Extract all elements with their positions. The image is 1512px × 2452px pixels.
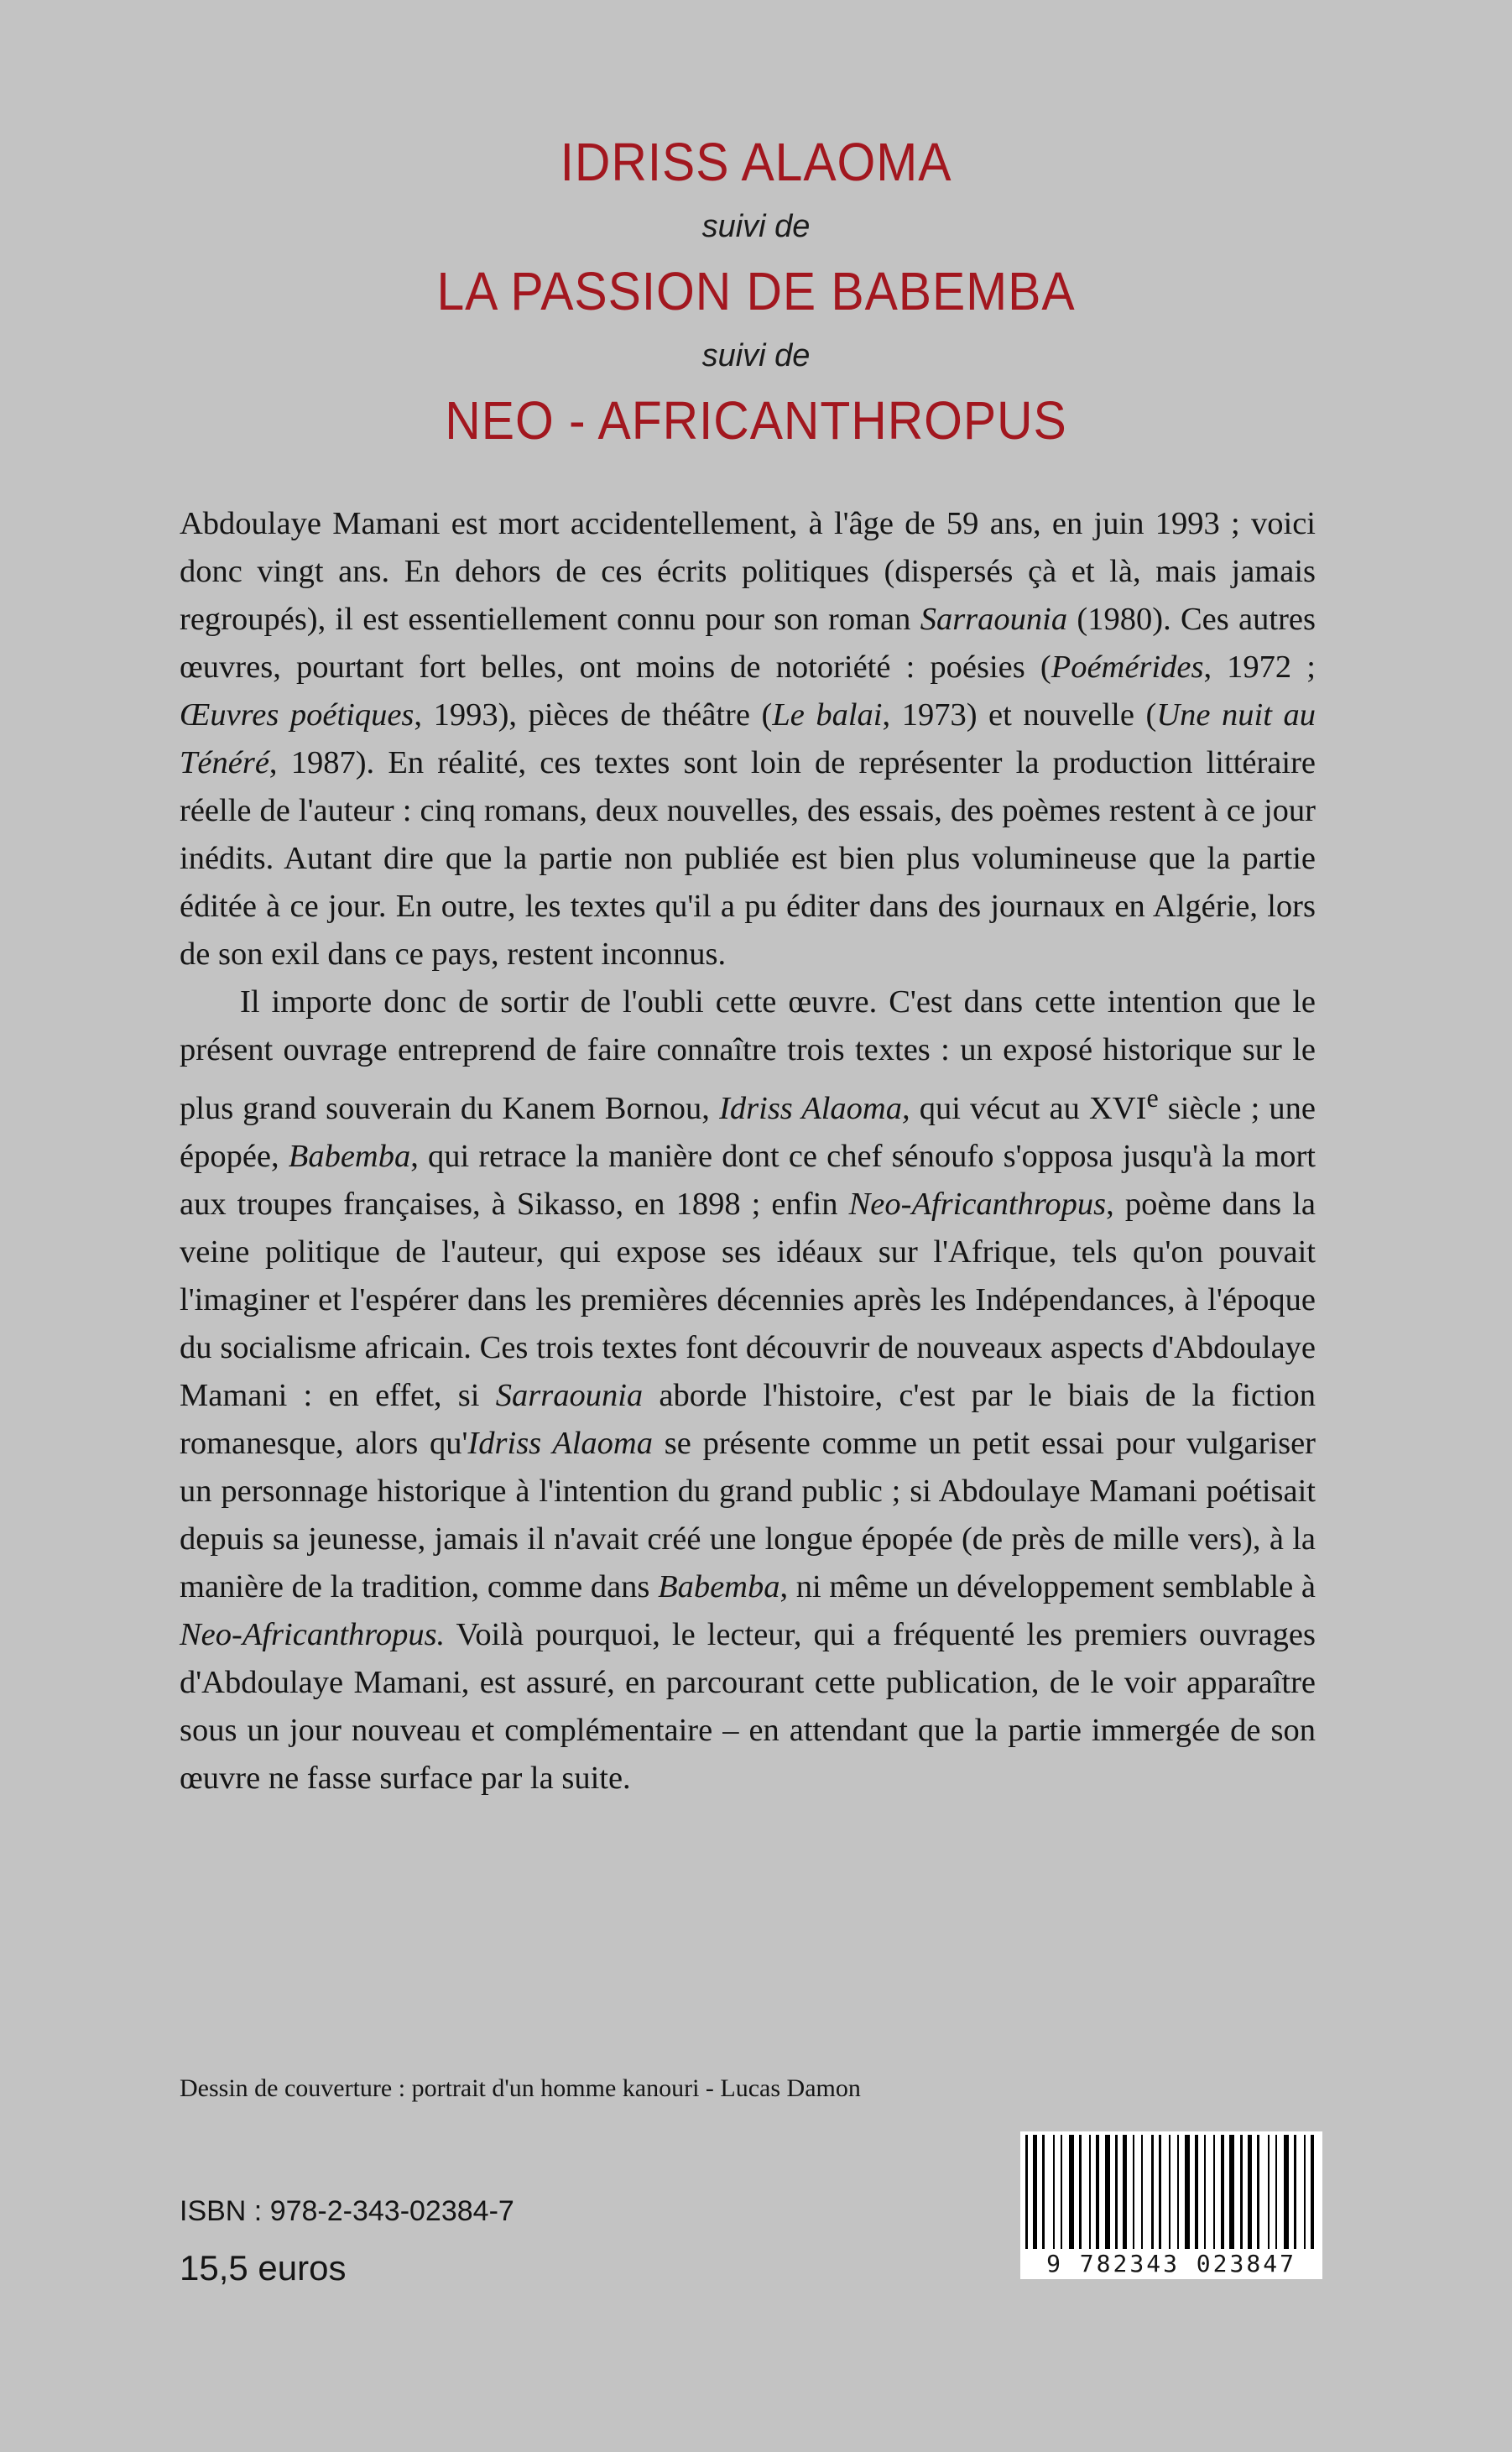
- isbn-label: ISBN : 978-2-343-02384-7: [180, 2195, 514, 2227]
- barcode-bar: [1053, 2135, 1055, 2249]
- title-block: [0, 126, 1512, 456]
- barcode-bar: [1268, 2135, 1270, 2249]
- barcode-bars-icon: [1020, 2131, 1322, 2252]
- barcode-bar: [1257, 2135, 1259, 2249]
- barcode-bar: [1195, 2135, 1198, 2249]
- barcode-bar: [1151, 2135, 1154, 2249]
- barcode-bar: [1025, 2135, 1028, 2249]
- barcode-bar: [1169, 2135, 1170, 2249]
- blurb-paragraph-1: Abdoulaye Mamani est mort accidentellement, à l'âge de 59 ans, en juin 1993 ; voici donc vingt ans. En dehors de ces écrits politiques (dispersés çà et là, mais jamais regroupés), il est essentiellement connu pour son roman Sarraounia (1980). Ces autres œuvres, pourtant fort belles, ont moins de notoriété : poésies (Poémérides, 1972 ; Œuvres poétiques, 1993), pièces de théâtre (Le balai, 1973) et nouvelle (Une nuit au Ténéré, 1987). En réalité, ces textes sont loin de représenter la production littéraire réelle de l'auteur : cinq romans, deux nouvelles, des essais, des poèmes restent à ce jour inédits. Autant dire que la partie non publiée est bien plus volumineuse que la partie éditée à ce jour. En outre, les textes qu'il a pu éditer dans des journaux en Algérie, lors de son exil dans ce pays, restent inconnus.: [180, 506, 1316, 972]
- cover-credit: Dessin de couverture : portrait d'un homme kanouri - Lucas Damon: [180, 2074, 861, 2102]
- barcode-bar: [1177, 2135, 1179, 2249]
- connector-suivi-de-2: suivi de: [701, 338, 811, 373]
- barcode-bar: [1033, 2135, 1037, 2249]
- barcode-bar: [1311, 2135, 1314, 2249]
- barcode-bar: [1229, 2135, 1234, 2249]
- title-idriss-alaoma: IDRISS ALAOMA: [560, 132, 952, 192]
- barcode-bar: [1123, 2135, 1127, 2249]
- title-neo-africanthropus: NEO - AFRICANTHROPUS: [445, 390, 1067, 451]
- barcode-bar: [1096, 2135, 1099, 2249]
- barcode-bar: [1069, 2135, 1074, 2249]
- barcode-bar: [1248, 2135, 1252, 2249]
- connector-suivi-de-1: suivi de: [701, 209, 811, 244]
- barcode-bar: [1221, 2135, 1224, 2249]
- blurb-paragraph-2: Il importe donc de sortir de l'oubli cette œuvre. C'est dans cette intention que le présent ouvrage entreprend de faire connaître trois textes : un exposé historique sur le plus grand souverain du Kanem Bornou, Idriss Alaoma, qui vécut au XVIe siècle ; une épopée, Babemba, qui retrace la manière dont ce chef sénoufo s'opposa jusqu'à la mort aux troupes françaises, à Sikasso, en 1898 ; enfin Neo-Africanthropus, poème dans la veine politique de l'auteur, qui expose ses idéaux sur l'Afrique, tels qu'on pouvait l'imaginer et l'espérer dans les premières décennies après les Indépendances, à l'époque du socialisme africain. Ces trois textes font découvrir de nouveaux aspects d'Abdoulaye Mamani : en effet, si Sarraounia aborde l'histoire, c'est par le biais de la fiction romanesque, alors qu'Idriss Alaoma se présente comme un petit essai pour vulgariser un personnage historique à l'intention du grand public ; si Abdoulaye Mamani poétisait depuis sa jeunesse, jamais il n'avait créé une longue épopée (de près de mille vers), à la manière de la tradition, comme dans Babemba, ni même un développement semblable à Neo-Africanthropus. Voilà pourquoi, le lecteur, qui a fréquenté les premiers ouvrages d'Abdoulaye Mamani, est assuré, en parcourant cette publication, de le voir apparaître sous un jour nouveau et complémentaire – en attendant que la partie immergée de son œuvre ne fasse surface par la suite.: [180, 984, 1316, 1796]
- price-label: 15,5 euros: [180, 2248, 347, 2288]
- barcode-bar: [1275, 2135, 1277, 2249]
- barcode-bar: [1304, 2135, 1306, 2249]
- barcode-bar: [1105, 2135, 1110, 2249]
- barcode-bar: [1089, 2135, 1091, 2249]
- barcode-bar: [1133, 2135, 1134, 2249]
- barcode-bar: [1159, 2135, 1161, 2249]
- barcode-bar: [1115, 2135, 1118, 2249]
- barcode-bar: [1079, 2135, 1082, 2249]
- barcode-bar: [1240, 2135, 1243, 2249]
- barcode-bar: [1185, 2135, 1190, 2249]
- title-la-passion-de-babemba: LA PASSION DE BABEMBA: [436, 261, 1076, 321]
- barcode-bar: [1204, 2135, 1206, 2249]
- barcode-number: 9 782343 023847: [1046, 2250, 1296, 2277]
- barcode-bar: [1294, 2135, 1296, 2249]
- barcode-bar: [1213, 2135, 1215, 2249]
- blurb-text: [180, 500, 1316, 1802]
- barcode-bar: [1061, 2135, 1062, 2249]
- barcode-bar: [1284, 2135, 1289, 2249]
- barcode: [1020, 2131, 1322, 2279]
- barcode-bar: [1141, 2135, 1143, 2249]
- barcode-bar: [1042, 2135, 1045, 2249]
